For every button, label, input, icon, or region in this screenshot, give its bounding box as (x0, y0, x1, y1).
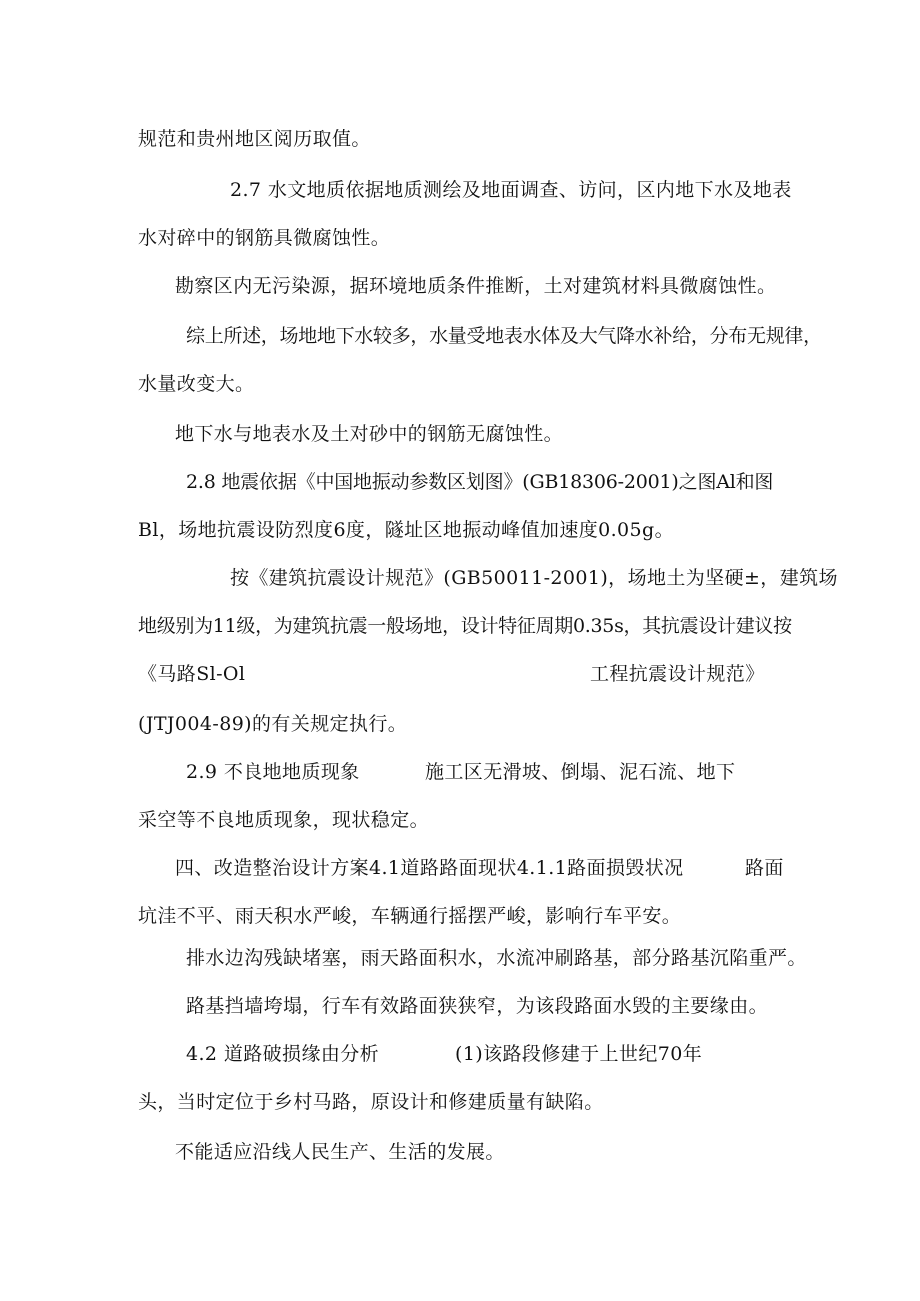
section-2-7-line: 2.7 水文地质依据地质测绘及地面调查、访问，区内地下水及地表 (230, 179, 792, 201)
text-line: 地级别为11级，为建筑抗震一般场地，设计特征周期0.35s，其抗震设计建议按 (138, 615, 792, 637)
text-line: 地下水与地表水及土对砂中的钢筋无腐蚀性。 (175, 423, 564, 445)
text-line: 路面 (745, 857, 784, 879)
section-2-9-line: 2.9 不良地地质现象 (186, 761, 360, 783)
text-line: 综上所述，场地地下水较多，水量受地表水体及大气降水补给，分布无规律， (186, 325, 822, 347)
text-line: 勘察区内无污染源，据环境地质条件推断，土对建筑材料具微腐蚀性。 (175, 275, 777, 297)
section-4-heading: 四、改造整治设计方案4.1道路路面现状4.1.1路面损毁状况 (175, 857, 684, 879)
text-line: Bl，场地抗震设防烈度6度，隧址区地振动峰值加速度0.05g。 (138, 519, 674, 541)
text-line: 路基挡墙垮塌，行车有效路面狭狭窄，为该段路面水毁的主要缘由。 (186, 995, 769, 1017)
text-line: 《马路Sl-Ol (138, 663, 246, 685)
text-line: 头，当时定位于乡村马路，原设计和修建质量有缺陷。 (138, 1091, 604, 1113)
text-line: 工程抗震设计规范》 (590, 663, 765, 685)
text-line: 坑洼不平、雨天积水严峻，车辆通行摇摆严峻，影响行车平安。 (138, 905, 682, 927)
text-line: 水量改变大。 (138, 373, 255, 395)
text-line: (JTJ004-89)的有关规定执行。 (138, 713, 408, 735)
text-line: 排水边沟残缺堵塞，雨天路面积水，水流冲刷路基，部分路基沉陷重严。 (186, 947, 807, 969)
text-line: 按《建筑抗震设计规范》(GB50011-2001)，场地土为坚硬±，建筑场 (230, 567, 838, 589)
section-2-8-line: 2.8 地震依据《中国地振动参数区划图》(GB18306-2001)之图Al和图 (186, 471, 774, 493)
text-line: 水对碎中的钢筋具微腐蚀性。 (138, 227, 391, 249)
section-4-2-line: 4.2 道路破损缘由分析 (186, 1043, 380, 1065)
text-line: 规范和贵州地区阅历取值。 (138, 128, 371, 150)
text-line: (1)该路段修建于上世纪70年 (455, 1043, 703, 1065)
text-line: 施工区无滑坡、倒塌、泥石流、地下 (425, 761, 736, 783)
text-line: 采空等不良地质现象，现状稳定。 (138, 809, 430, 831)
text-line: 不能适应沿线人民生产、生活的发展。 (175, 1141, 505, 1163)
